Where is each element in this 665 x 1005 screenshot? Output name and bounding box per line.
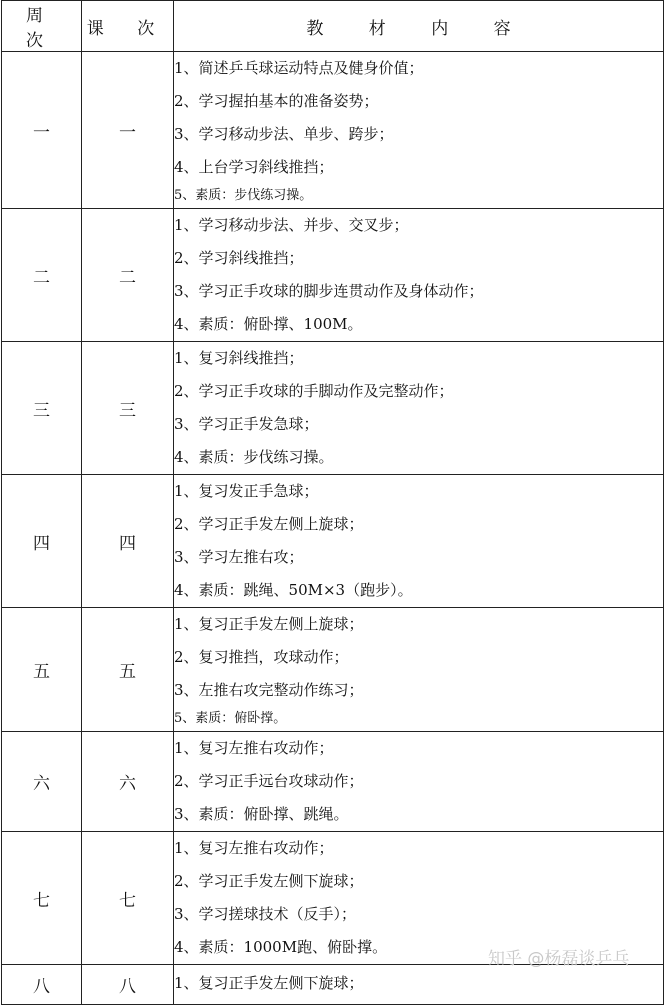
content-item: 4、素质：跳绳、50M×3（跑步）。 (174, 581, 413, 599)
content-cell (174, 342, 664, 475)
lesson-cell: 一 (82, 52, 174, 209)
watermark: 知乎 @杨磊谈乒乓 (488, 949, 630, 969)
content-item: 2、复习推挡，攻球动作； (174, 648, 349, 666)
content-item: 4、素质：1000M跑、俯卧撑。 (174, 938, 388, 956)
content-cell (174, 475, 664, 608)
content-item: 2、学习正手远台攻球动作； (174, 772, 364, 790)
content-cell (174, 732, 664, 832)
content-item: 2、学习正手发左侧下旋球； (174, 872, 364, 890)
table-row (2, 475, 664, 608)
content-item: 1、复习左推右攻动作； (174, 839, 334, 857)
table-row (2, 52, 664, 209)
content-item: 3、学习搓球技术（反手）； (174, 905, 357, 923)
table-row (2, 209, 664, 342)
content-item: 3、学习正手发急球； (174, 415, 319, 433)
table-row (2, 965, 664, 1005)
lesson-cell: 八 (82, 965, 174, 1005)
content-cell (174, 52, 664, 209)
syllabus-table (1, 0, 664, 1005)
week-cell: 八 (2, 965, 82, 1005)
week-cell: 七 (2, 832, 82, 965)
week-cell: 四 (2, 475, 82, 608)
content-item: 2、学习正手攻球的手脚动作及完整动作； (174, 382, 454, 400)
content-item: 3、学习移动步法、单步、跨步； (174, 125, 394, 143)
content-item: 2、学习斜线推挡； (174, 249, 304, 267)
content-item: 4、素质：俯卧撑、100M。 (174, 315, 363, 333)
content-item: 1、复习正手发左侧下旋球； (174, 974, 364, 992)
lesson-cell: 二 (82, 209, 174, 342)
week-cell: 五 (2, 608, 82, 732)
content-item: 1、复习正手发左侧上旋球； (174, 615, 364, 633)
header-week: 周 次 (2, 1, 82, 52)
table-row (2, 732, 664, 832)
content-item: 5、素质：俯卧撑。 (174, 711, 287, 726)
content-item: 4、上台学习斜线推挡； (174, 158, 334, 176)
content-item: 1、学习移动步法、并步、交叉步； (174, 216, 409, 234)
content-item: 2、学习正手发左侧上旋球； (174, 515, 364, 533)
content-cell (174, 965, 664, 1005)
lesson-cell: 五 (82, 608, 174, 732)
content-item: 3、学习正手攻球的脚步连贯动作及身体动作； (174, 282, 484, 300)
content-item: 1、复习左推右攻动作； (174, 739, 334, 757)
lesson-cell: 六 (82, 732, 174, 832)
content-item: 3、学习左推右攻； (174, 548, 304, 566)
content-item: 5、素质：步伐练习操。 (174, 188, 313, 203)
content-item: 1、复习斜线推挡； (174, 349, 304, 367)
content-item: 2、学习握拍基本的准备姿势； (174, 92, 379, 110)
lesson-cell: 七 (82, 832, 174, 965)
content-item: 1、复习发正手急球； (174, 482, 319, 500)
week-cell: 一 (2, 52, 82, 209)
content-cell (174, 209, 664, 342)
content-item: 4、素质：步伐练习操。 (174, 448, 334, 466)
week-cell: 二 (2, 209, 82, 342)
content-item: 3、素质：俯卧撑、跳绳。 (174, 805, 349, 823)
header-content: 教 材 内 容 (174, 1, 664, 52)
header-row (2, 1, 664, 52)
content-cell (174, 608, 664, 732)
week-cell: 三 (2, 342, 82, 475)
lesson-cell: 四 (82, 475, 174, 608)
table-row (2, 342, 664, 475)
week-cell: 六 (2, 732, 82, 832)
content-item: 1、简述乒乓球运动特点及健身价值； (174, 59, 424, 77)
lesson-cell: 三 (82, 342, 174, 475)
content-item: 3、左推右攻完整动作练习； (174, 681, 364, 699)
header-lesson: 课 次 (82, 1, 174, 52)
table-row (2, 608, 664, 732)
